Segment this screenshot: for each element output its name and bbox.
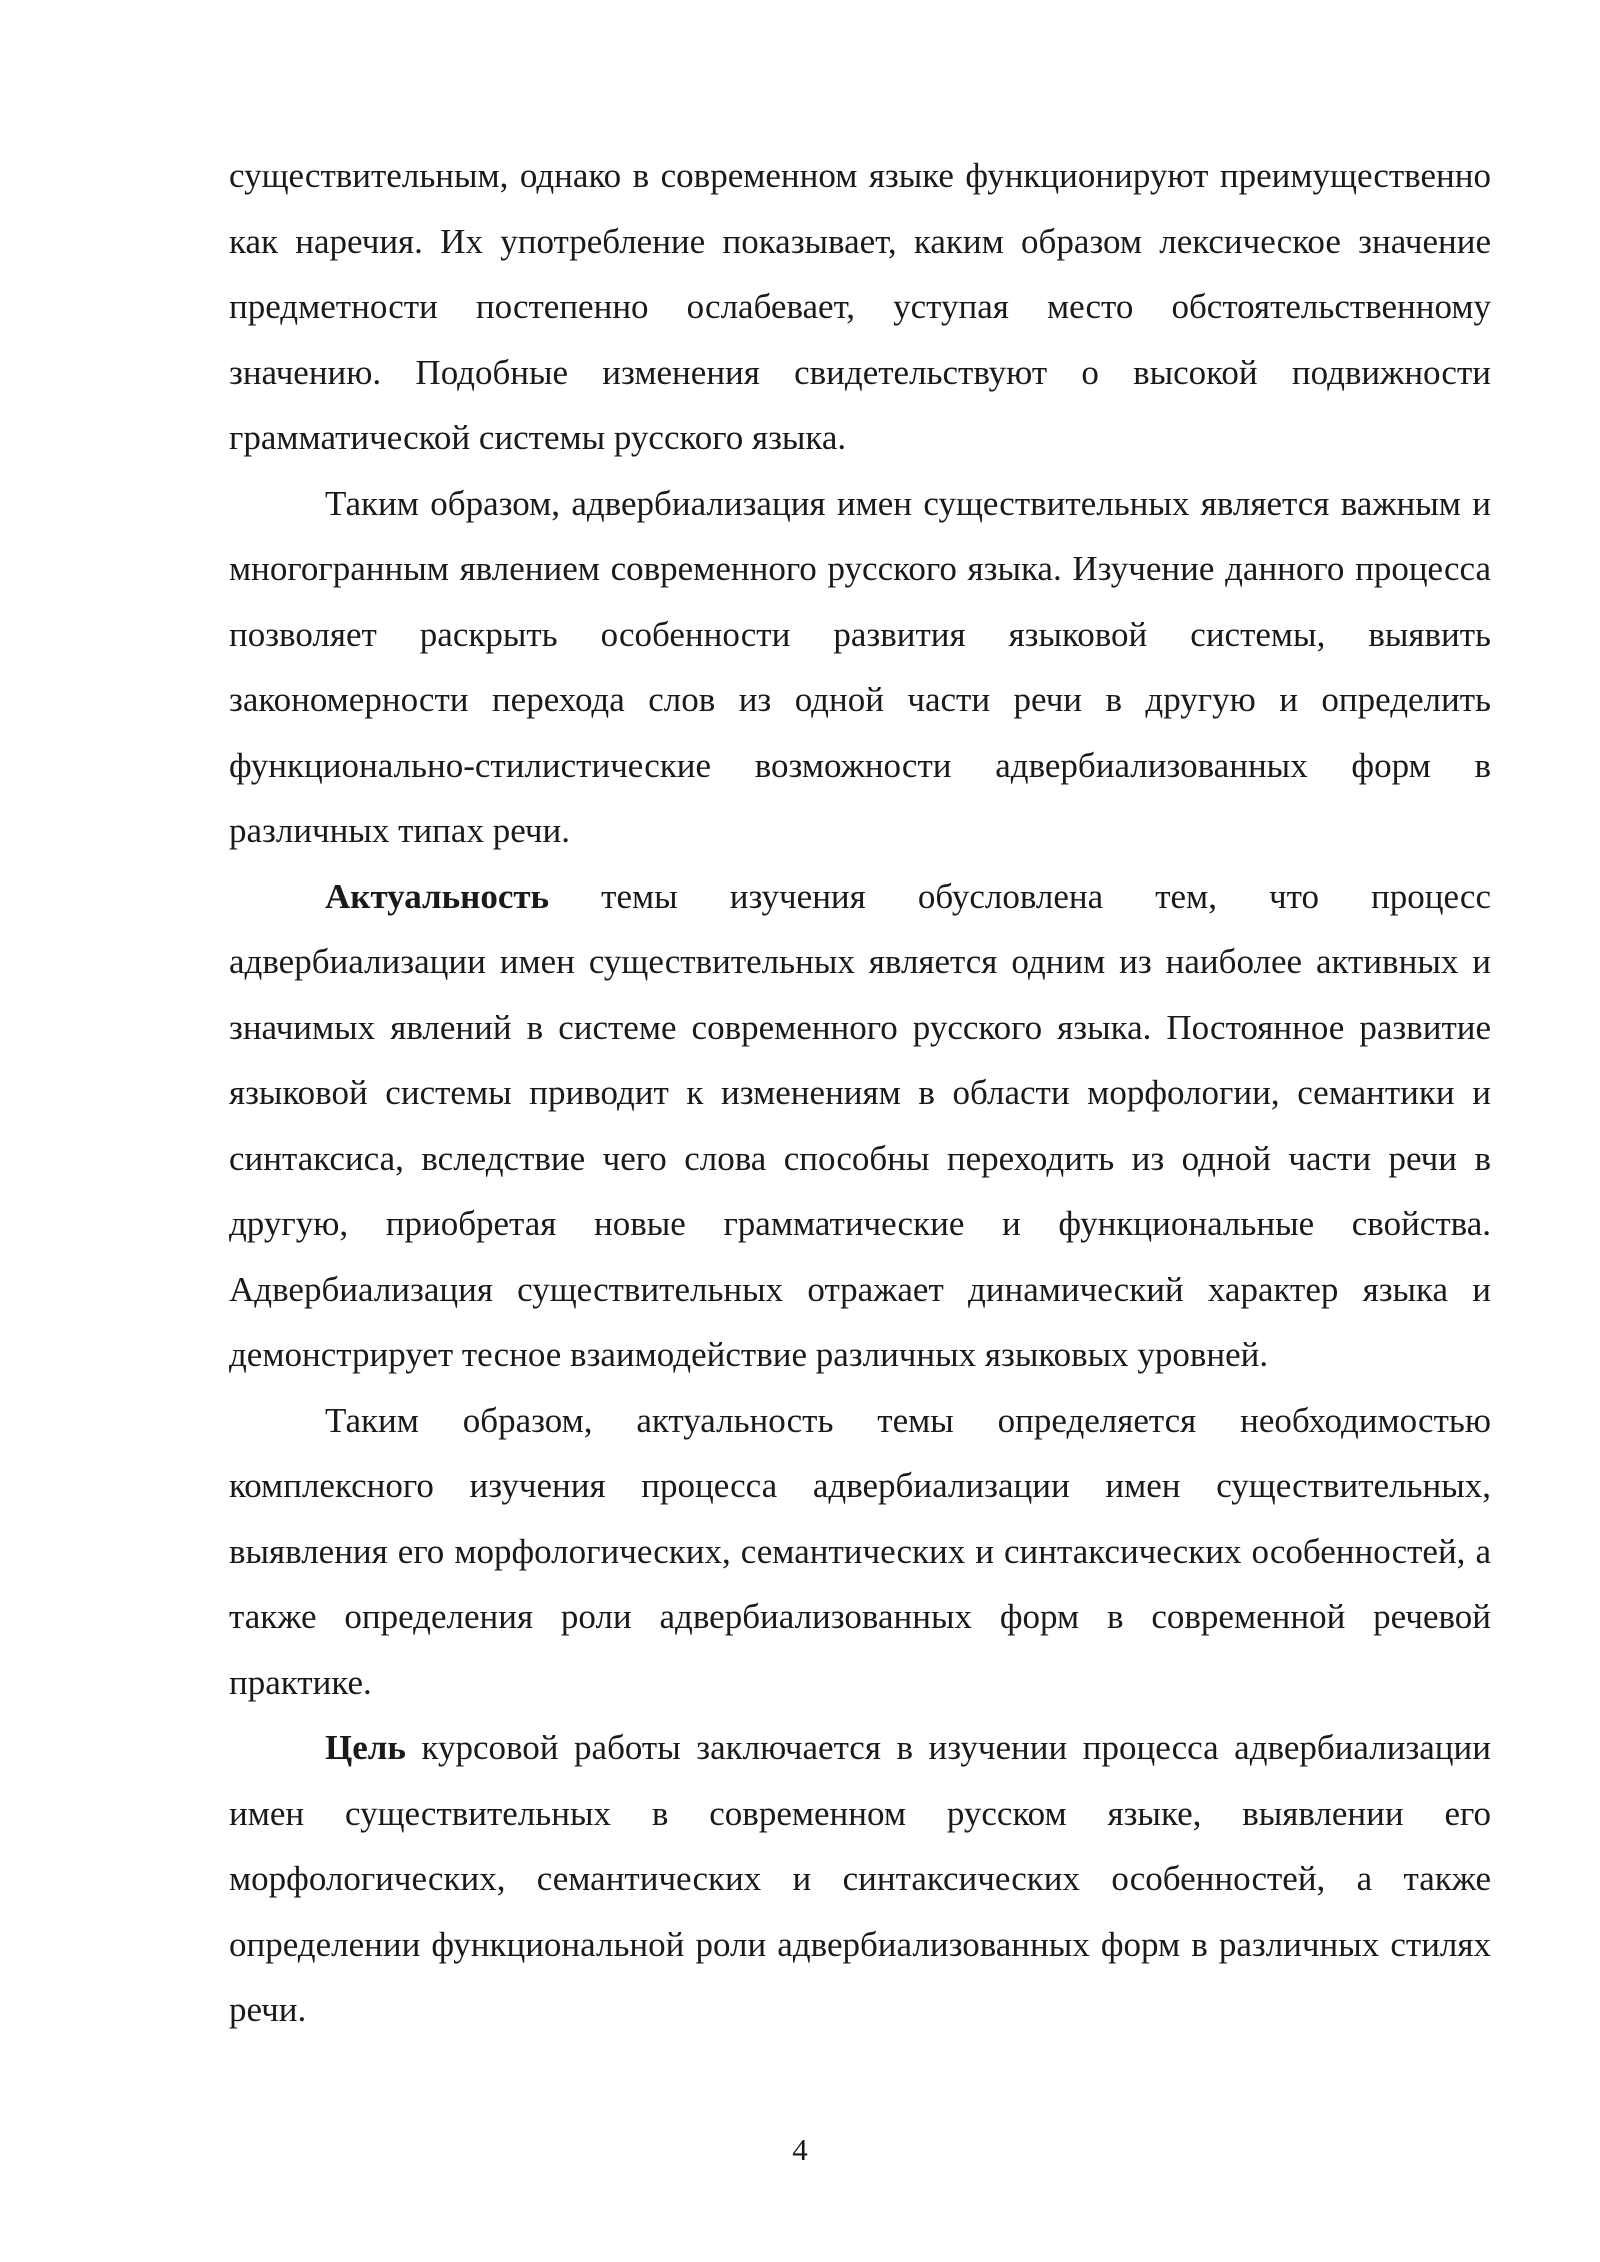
page-number: 4 (792, 2132, 808, 2167)
paragraph-text: темы изучения обусловлена тем, что процесс адвербиализации имен существительных является одним из наиболее активных и значимых явлений в системе современного русского языка. Постоянное развитие языковой системы приводит к изменениям в области морфологии, семантики и синтаксиса, вследствие чего слова способны переходить из одной части речи в другую, приобретая новые грамматические и функциональные свойства. Адвербиализация существительных отражает динамический характер языка и демонстрирует тесное взаимодействие различных языковых уровней. (229, 876, 1491, 1374)
body-text (229, 143, 1491, 2043)
paragraph-relevance-summary (229, 1388, 1491, 1716)
bold-term-relevance: Актуальность (325, 876, 550, 916)
paragraph-conclusion (229, 471, 1491, 864)
paragraph-text: Таким образом, актуальность темы определяется необходимостью комплексного изучения процесса адвербиализации имен существительных, выявления его морфологических, семантических и синтаксических особенностей, а также определения роли адвербиализованных форм в современной речевой практике. (229, 1400, 1491, 1702)
paragraph-continuation (229, 143, 1491, 471)
paragraph-text: существительным, однако в современном языке функционируют преимущественно как наречия. Их употребление показывает, каким образом лексическое значение предметности постепенно ослабевает, уступая место обстоятельственному значению. Подобные изменения свидетельствуют о высокой подвижности грамматической системы русского языка. (229, 156, 1491, 457)
paragraph-text: Таким образом, адвербиализация имен существительных является важным и многогранным явлением современного русского языка. Изучение данного процесса позволяет раскрыть особенности развития языковой системы, выявить закономерности перехода слов из одной части речи в другую и определить функционально-стилистические возможности адвербиализованных форм в различных типах речи. (229, 483, 1491, 850)
paragraph-relevance (229, 864, 1491, 1388)
paragraph-text: курсовой работы заключается в изучении процесса адвербиализации имен существительных в современном русском языке, выявлении его морфологических, семантических и синтаксических особенностей, а также определении функциональной роли адвербиализованных форм в различных стилях речи. (229, 1728, 1491, 2029)
paragraph-goal (229, 1715, 1491, 2043)
bold-term-goal: Цель (325, 1728, 406, 1767)
